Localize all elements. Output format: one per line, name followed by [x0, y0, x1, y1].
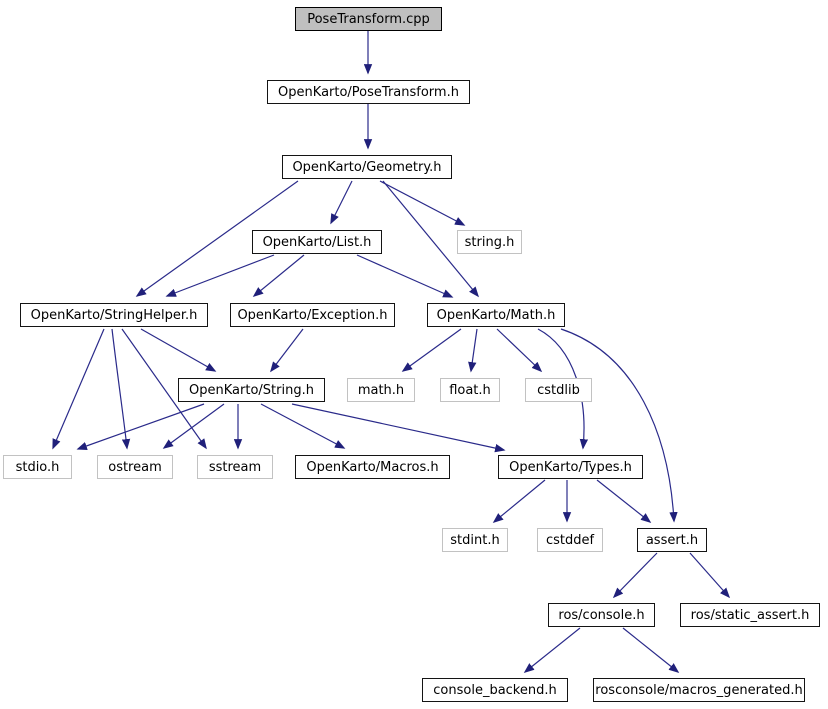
node-assert-h[interactable]: assert.h: [637, 528, 707, 552]
node-math-h: math.h: [347, 378, 415, 402]
node-rosconsole-macros-generated-h[interactable]: rosconsole/macros_generated.h: [593, 678, 805, 702]
node-openkarto-math-h[interactable]: OpenKarto/Math.h: [427, 303, 565, 327]
edge-stringhelper-to-string: [141, 329, 215, 371]
edge-types-to-stdint: [494, 480, 545, 522]
edge-math-to-assert: [561, 329, 674, 521]
edge-stringhelper-to-ostream: [112, 329, 127, 448]
node-ros-console-h[interactable]: ros/console.h: [548, 603, 655, 627]
node-openkarto-geometry-h[interactable]: OpenKarto/Geometry.h: [282, 155, 452, 179]
node-openkarto-exception-h[interactable]: OpenKarto/Exception.h: [230, 303, 395, 327]
edge-geometry-to-string_h: [380, 181, 464, 225]
node-openkarto-types-h[interactable]: OpenKarto/Types.h: [498, 455, 643, 479]
node-posetransform-cpp: PoseTransform.cpp: [295, 7, 442, 31]
edge-ros_console-to-rosconsole_macros: [623, 628, 678, 672]
node-sstream: sstream: [197, 455, 273, 479]
node-ros-static-assert-h[interactable]: ros/static_assert.h: [680, 603, 820, 627]
node-openkarto-string-h[interactable]: OpenKarto/String.h: [178, 378, 325, 402]
node-openkarto-list-h[interactable]: OpenKarto/List.h: [252, 230, 382, 254]
node-string-h: string.h: [457, 230, 522, 254]
edge-string-to-types: [292, 404, 504, 450]
edge-math-to-math_h: [403, 329, 461, 371]
edge-list-to-exception: [254, 255, 304, 296]
edge-list-to-stringhelper: [167, 255, 274, 296]
node-openkarto-stringhelper-h[interactable]: OpenKarto/StringHelper.h: [20, 303, 208, 327]
edge-string-to-ostream: [164, 404, 224, 448]
edge-string-to-stdio: [78, 404, 204, 449]
edge-assert-to-ros_static: [690, 553, 729, 597]
edge-ros_console-to-console_backend: [525, 628, 580, 672]
edge-math-to-cstdlib: [497, 329, 541, 371]
edge-exception-to-string: [271, 329, 303, 371]
node-cstddef: cstddef: [537, 528, 603, 552]
edge-math-to-float_h: [471, 329, 477, 371]
edge-list-to-math: [357, 255, 452, 297]
node-float-h: float.h: [440, 378, 500, 402]
edge-geometry-to-list: [331, 181, 352, 223]
node-console-backend-h[interactable]: console_backend.h: [422, 678, 568, 702]
edge-stringhelper-to-stdio: [53, 329, 104, 448]
node-cstdlib: cstdlib: [525, 378, 592, 402]
edge-string-to-macros: [261, 404, 344, 448]
node-stdio-h: stdio.h: [3, 455, 72, 479]
edge-types-to-assert: [597, 480, 650, 522]
node-openkarto-posetransform-h[interactable]: OpenKarto/PoseTransform.h: [267, 80, 470, 104]
node-openkarto-macros-h[interactable]: OpenKarto/Macros.h: [295, 455, 450, 479]
node-ostream: ostream: [97, 455, 173, 479]
node-stdint-h: stdint.h: [442, 528, 508, 552]
edge-assert-to-ros_console: [614, 553, 657, 597]
